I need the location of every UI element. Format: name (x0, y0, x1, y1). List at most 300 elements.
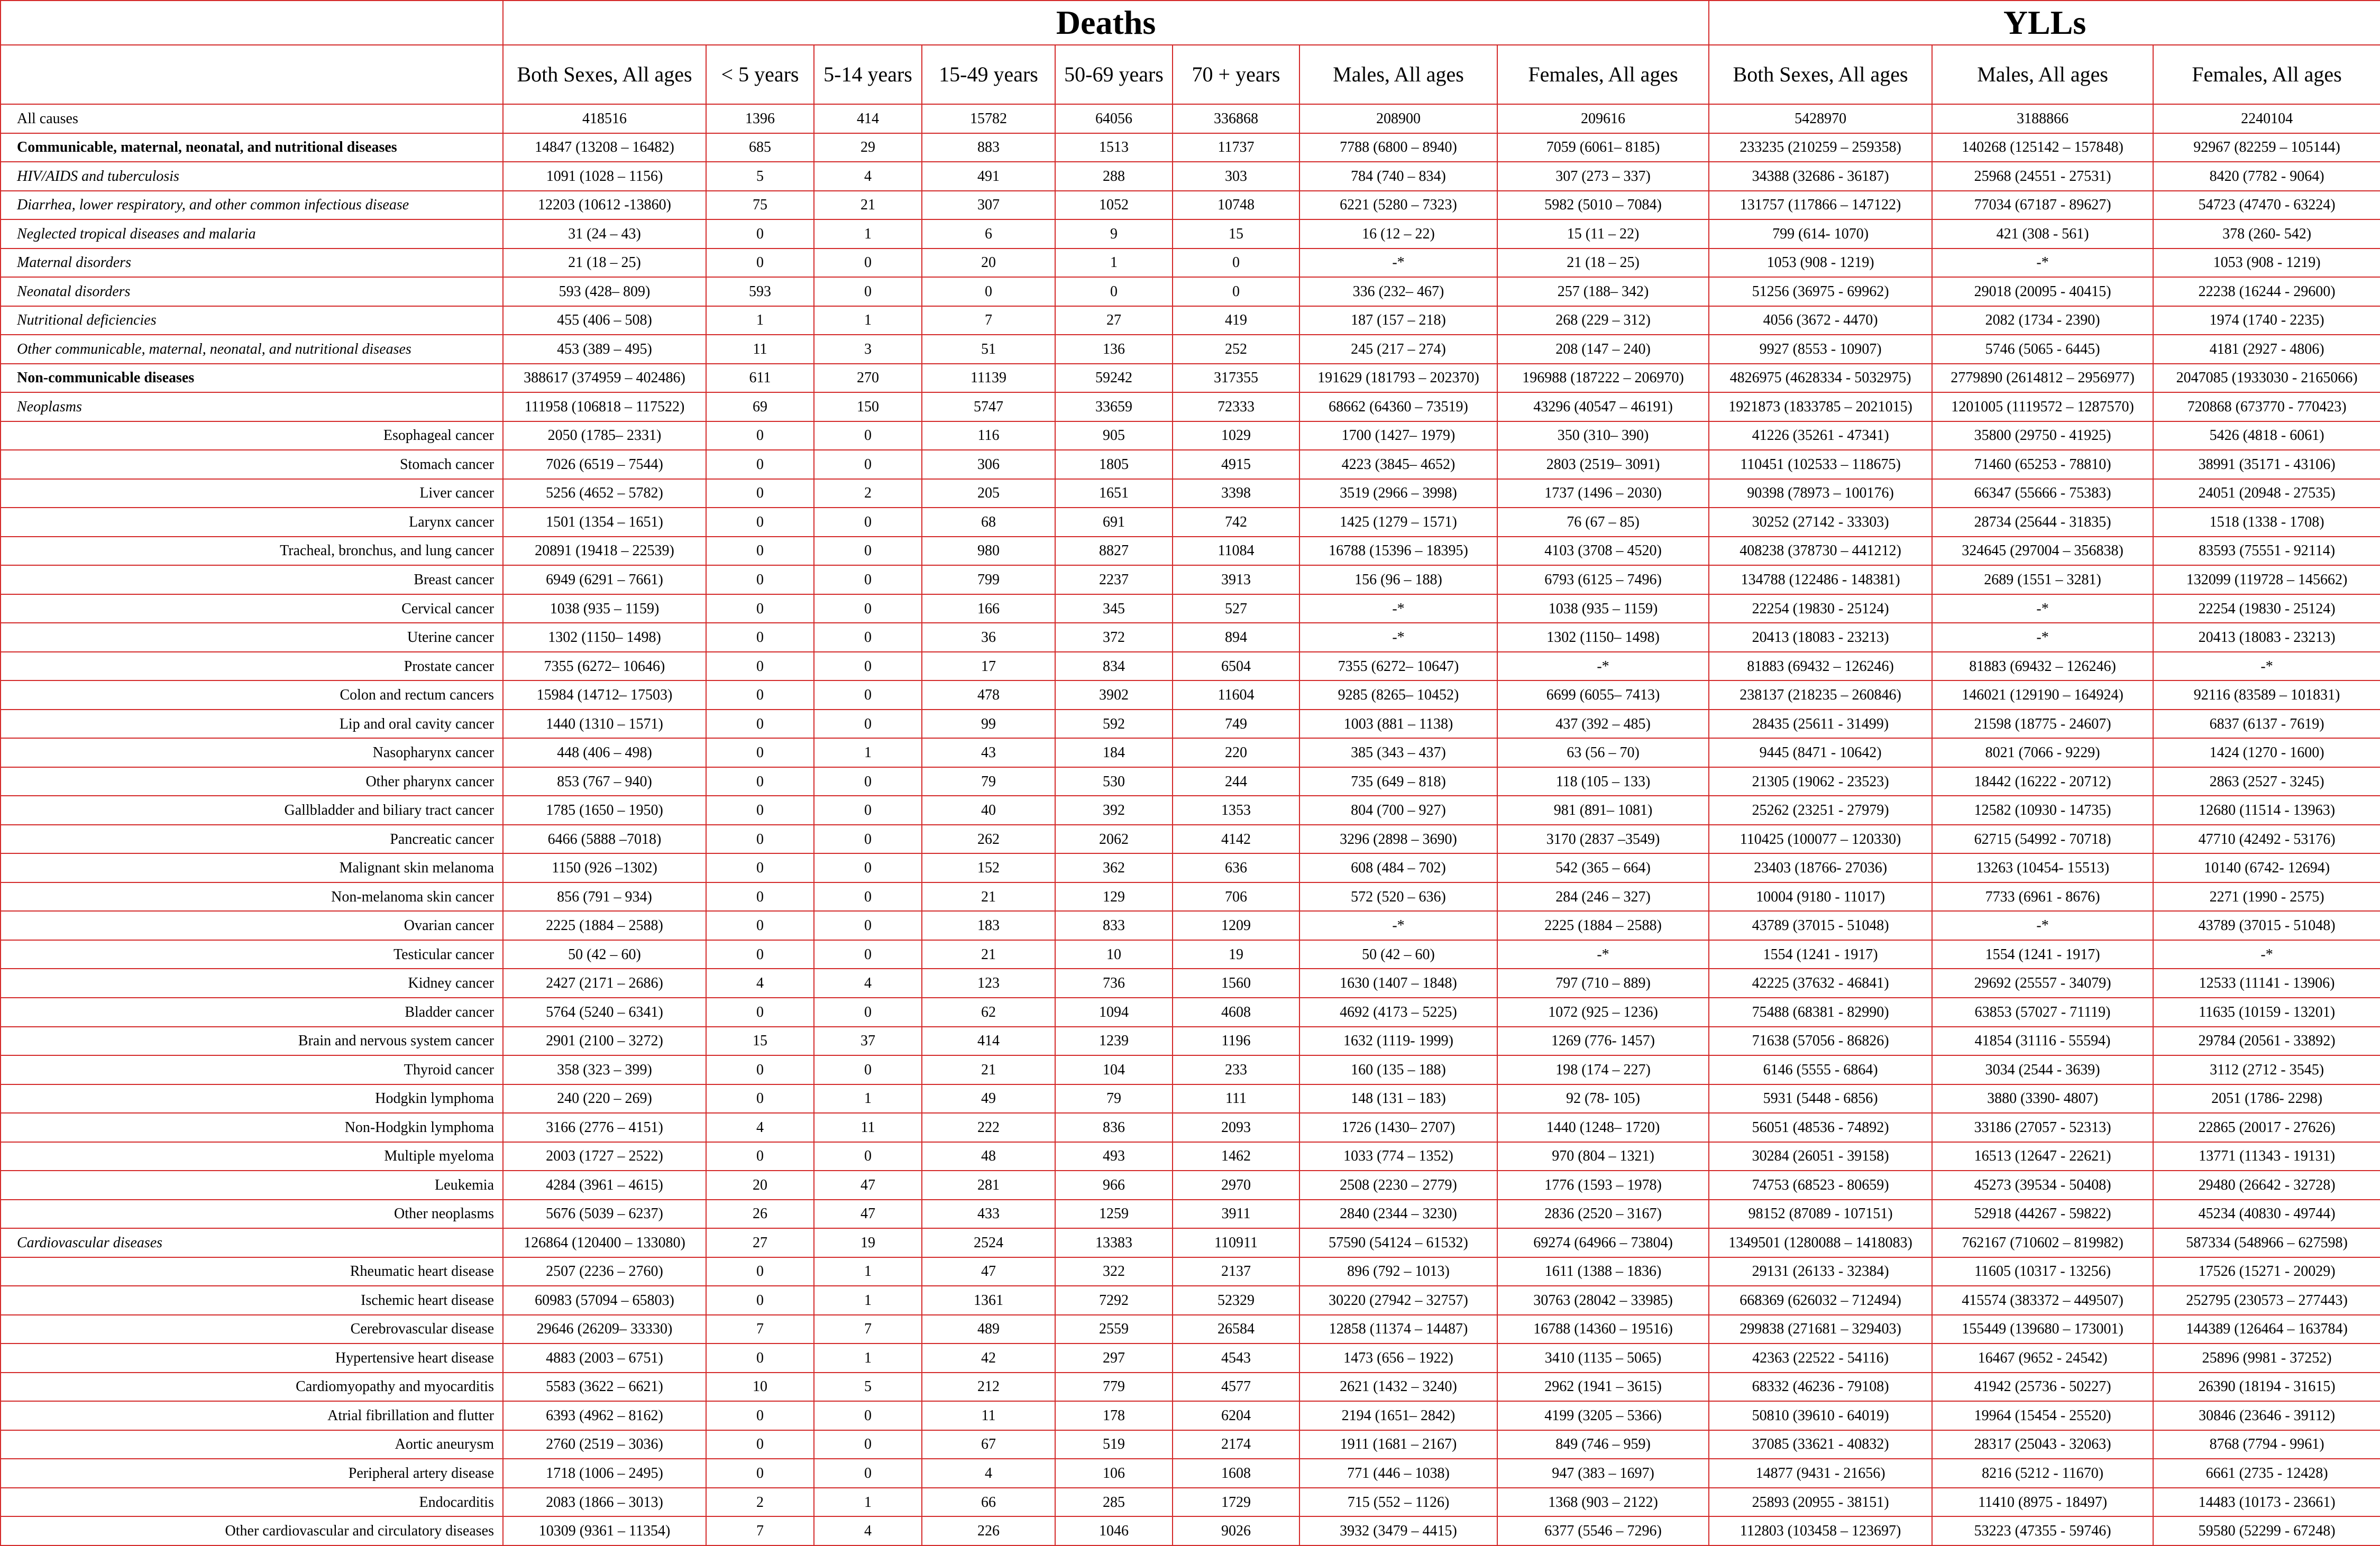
table-cell: 90398 (78973 – 100176) (1709, 479, 1932, 508)
table-row (1, 1113, 2380, 1142)
table-cell: 762167 (710602 – 819982) (1932, 1228, 2153, 1257)
table-cell: 2050 (1785– 2331) (503, 421, 706, 450)
cause-name: Colon and rectum cancers (1, 680, 503, 710)
table-cell: 1259 (1055, 1200, 1173, 1229)
table-cell: 3034 (2544 - 3639) (1932, 1055, 2153, 1084)
column-header-row (1, 45, 2380, 104)
table-row (1, 1516, 2380, 1545)
table-cell: 22865 (20017 - 27626) (2153, 1113, 2380, 1142)
table-cell: 7788 (6800 – 8940) (1299, 133, 1497, 162)
table-cell: 3902 (1055, 680, 1173, 710)
table-cell: 2240104 (2153, 104, 2380, 133)
table-cell: 20891 (19418 – 22539) (503, 537, 706, 566)
table-cell: 19964 (15454 - 25520) (1932, 1401, 2153, 1430)
column-header: Both Sexes, All ages (503, 45, 706, 104)
table-cell: 2836 (2520 – 3167) (1497, 1200, 1709, 1229)
table-row (1, 998, 2380, 1027)
table-cell: 4 (814, 1516, 922, 1545)
table-cell: 0 (706, 1459, 814, 1488)
table-cell: 252 (1173, 335, 1299, 364)
table-cell: 2225 (1884 – 2588) (503, 911, 706, 940)
table-cell: 152 (922, 853, 1055, 882)
table-cell: 9927 (8553 - 10907) (1709, 335, 1932, 364)
table-cell: 156 (96 – 188) (1299, 565, 1497, 594)
table-cell: 42 (922, 1343, 1055, 1373)
table-cell: 317355 (1173, 364, 1299, 393)
table-cell: 489 (922, 1315, 1055, 1344)
column-header: Females, All ages (2153, 45, 2380, 104)
table-cell: 183 (922, 911, 1055, 940)
table-cell: 92967 (82259 – 105144) (2153, 133, 2380, 162)
table-cell: 71638 (57056 - 86826) (1709, 1027, 1932, 1056)
table-cell: 268 (229 – 312) (1497, 306, 1709, 335)
table-cell: 14483 (10173 - 23661) (2153, 1488, 2380, 1517)
cause-name: Cardiovascular diseases (1, 1228, 503, 1257)
table-cell: 2003 (1727 – 2522) (503, 1142, 706, 1171)
cause-name: Prostate cancer (1, 652, 503, 681)
table-row (1, 652, 2380, 681)
table-row (1, 853, 2380, 882)
table-cell: 804 (700 – 927) (1299, 796, 1497, 825)
table-cell: 6661 (2735 - 12428) (2153, 1459, 2380, 1488)
table-cell: 12533 (11141 - 13906) (2153, 969, 2380, 998)
table-cell: 23403 (18766- 27036) (1709, 853, 1932, 882)
table-cell: 1632 (1119- 1999) (1299, 1027, 1497, 1056)
cause-name: Breast cancer (1, 565, 503, 594)
table-cell: 1560 (1173, 969, 1299, 998)
table-row (1, 479, 2380, 508)
table-cell: 742 (1173, 508, 1299, 537)
table-cell: 2427 (2171 – 2686) (503, 969, 706, 998)
table-cell: 0 (814, 767, 922, 796)
cause-name: Tracheal, bronchus, and lung cancer (1, 537, 503, 566)
title-row (1, 1, 2380, 45)
table-row (1, 421, 2380, 450)
table-cell: 0 (706, 594, 814, 623)
table-cell: 8827 (1055, 537, 1173, 566)
table-cell: 63853 (57027 - 71119) (1932, 998, 2153, 1027)
table-cell: 1424 (1270 - 1600) (2153, 738, 2380, 767)
table-cell: 257 (188– 342) (1497, 277, 1709, 306)
table-cell: 418516 (503, 104, 706, 133)
table-cell: 288 (1055, 162, 1173, 191)
table-cell: 76 (67 – 85) (1497, 508, 1709, 537)
table-cell: 1052 (1055, 191, 1173, 220)
table-cell: 0 (814, 1055, 922, 1084)
table-cell: 16788 (14360 – 19516) (1497, 1315, 1709, 1344)
table-cell: 51 (922, 335, 1055, 364)
table-cell: 26 (706, 1200, 814, 1229)
table-cell: 336868 (1173, 104, 1299, 133)
table-cell: 4103 (3708 – 4520) (1497, 537, 1709, 566)
table-cell: 856 (791 – 934) (503, 882, 706, 912)
table-cell: 2093 (1173, 1113, 1299, 1142)
table-cell: 47710 (42492 - 53176) (2153, 825, 2380, 854)
table-cell: 62 (922, 998, 1055, 1027)
table-cell: 37 (814, 1027, 922, 1056)
table-cell: 1302 (1150– 1498) (503, 623, 706, 652)
table-cell: 2082 (1734 - 2390) (1932, 306, 2153, 335)
table-cell: 1462 (1173, 1142, 1299, 1171)
table-cell: 0 (706, 652, 814, 681)
table-cell: 1239 (1055, 1027, 1173, 1056)
table-cell: 111 (1173, 1084, 1299, 1114)
table-cell: 92 (78- 105) (1497, 1084, 1709, 1114)
table-row (1, 537, 2380, 566)
table-cell: 0 (814, 594, 922, 623)
table-cell: 1 (814, 219, 922, 249)
table-cell: 81883 (69432 – 126246) (1709, 652, 1932, 681)
table-cell: 1554 (1241 - 1917) (1709, 940, 1932, 969)
table-cell: 5982 (5010 – 7084) (1497, 191, 1709, 220)
table-cell: 26390 (18194 - 31615) (2153, 1373, 2380, 1402)
table-cell: 322 (1055, 1257, 1173, 1286)
table-cell: 21 (18 – 25) (503, 249, 706, 278)
table-cell: 2137 (1173, 1257, 1299, 1286)
table-cell: 71460 (65253 - 78810) (1932, 450, 2153, 479)
table-cell: 47 (922, 1257, 1055, 1286)
cause-name: Esophageal cancer (1, 421, 503, 450)
table-cell: 132099 (119728 – 145662) (2153, 565, 2380, 594)
table-cell: 1091 (1028 – 1156) (503, 162, 706, 191)
table-cell: 0 (706, 998, 814, 1027)
table-cell: 1053 (908 - 1219) (1709, 249, 1932, 278)
table-cell: 11410 (8975 - 18497) (1932, 1488, 2153, 1517)
table-cell: 68662 (64360 – 73519) (1299, 392, 1497, 421)
table-cell: 5428970 (1709, 104, 1932, 133)
table-cell: 587334 (548966 – 627598) (2153, 1228, 2380, 1257)
table-row (1, 1257, 2380, 1286)
table-cell: 10 (1055, 940, 1173, 969)
table-cell: 6377 (5546 – 7296) (1497, 1516, 1709, 1545)
table-cell: 478 (922, 680, 1055, 710)
table-cell: 0 (814, 1401, 922, 1430)
table-cell: 0 (814, 882, 922, 912)
table-cell: 385 (343 – 437) (1299, 738, 1497, 767)
table-cell: 1196 (1173, 1027, 1299, 1056)
table-row (1, 1373, 2380, 1402)
table-row (1, 940, 2380, 969)
table-cell: 1805 (1055, 450, 1173, 479)
table-cell: 2970 (1173, 1171, 1299, 1200)
table-cell: 43296 (40547 – 46191) (1497, 392, 1709, 421)
cause-name: Cardiomyopathy and myocarditis (1, 1373, 503, 1402)
table-cell: 0 (706, 767, 814, 796)
table-cell: 25893 (20955 - 38151) (1709, 1488, 1932, 1517)
table-cell: 25968 (24551 - 27531) (1932, 162, 2153, 191)
table-cell: 3398 (1173, 479, 1299, 508)
table-cell: 0 (814, 508, 922, 537)
table-cell: 160 (135 – 188) (1299, 1055, 1497, 1084)
table-cell: 2507 (2236 – 2760) (503, 1257, 706, 1286)
table-row (1, 1228, 2380, 1257)
table-cell: 233235 (210259 – 259358) (1709, 133, 1932, 162)
table-row (1, 1171, 2380, 1200)
table-cell: 799 (614- 1070) (1709, 219, 1932, 249)
table-cell: 611 (706, 364, 814, 393)
table-cell: 0 (706, 249, 814, 278)
table-cell: 1 (814, 306, 922, 335)
table-cell: 2 (814, 479, 922, 508)
cause-column-header (1, 45, 503, 104)
table-cell: 685 (706, 133, 814, 162)
table-cell: 4181 (2927 - 4806) (2153, 335, 2380, 364)
table-cell: 136 (1055, 335, 1173, 364)
table-cell: 4284 (3961 – 4615) (503, 1171, 706, 1200)
table-cell: 1150 (926 –1302) (503, 853, 706, 882)
table-cell: 42363 (22522 - 54116) (1709, 1343, 1932, 1373)
table-row (1, 335, 2380, 364)
cause-name: Larynx cancer (1, 508, 503, 537)
table-cell: 252795 (230573 – 277443) (2153, 1286, 2380, 1315)
table-cell: 0 (814, 710, 922, 739)
table-cell: 894 (1173, 623, 1299, 652)
table-cell: 146021 (129190 – 164924) (1932, 680, 2153, 710)
table-cell: 110451 (102533 – 118675) (1709, 450, 1932, 479)
table-cell: 593 (706, 277, 814, 306)
table-cell: 2083 (1866 – 3013) (503, 1488, 706, 1517)
table-cell: 2194 (1651– 2842) (1299, 1401, 1497, 1430)
table-cell: 240 (220 – 269) (503, 1084, 706, 1114)
table-cell: 126864 (120400 – 133080) (503, 1228, 706, 1257)
table-row (1, 565, 2380, 594)
table-row (1, 1142, 2380, 1171)
cause-name: Testicular cancer (1, 940, 503, 969)
table-cell: 771 (446 – 1038) (1299, 1459, 1497, 1488)
table-row (1, 710, 2380, 739)
table-cell: 4826975 (4628334 - 5032975) (1709, 364, 1932, 393)
table-cell: 106 (1055, 1459, 1173, 1488)
table-cell: 1608 (1173, 1459, 1299, 1488)
table-cell: 17526 (15271 - 20029) (2153, 1257, 2380, 1286)
table-cell: 2271 (1990 - 2575) (2153, 882, 2380, 912)
table-cell: 0 (706, 421, 814, 450)
table-cell: 64056 (1055, 104, 1173, 133)
table-cell: 6146 (5555 - 6864) (1709, 1055, 1932, 1084)
table-cell: 1921873 (1833785 – 2021015) (1709, 392, 1932, 421)
table-cell: 42225 (37632 - 46841) (1709, 969, 1932, 998)
table-cell: 33186 (27057 - 52313) (1932, 1113, 2153, 1142)
table-cell: 2508 (2230 – 2779) (1299, 1171, 1497, 1200)
table-cell: 668369 (626032 – 712494) (1709, 1286, 1932, 1315)
table-cell: 28734 (25644 - 31835) (1932, 508, 2153, 537)
table-cell: 1554 (1241 - 1917) (1932, 940, 2153, 969)
table-cell: 0 (814, 421, 922, 450)
table-cell: 0 (706, 882, 814, 912)
table-cell: 25262 (23251 - 27979) (1709, 796, 1932, 825)
table-cell: 706 (1173, 882, 1299, 912)
table-cell: 68332 (46236 - 79108) (1709, 1373, 1932, 1402)
table-cell: 1473 (656 – 1922) (1299, 1343, 1497, 1373)
table-cell: 10309 (9361 – 11354) (503, 1516, 706, 1545)
table-cell: 16 (12 – 22) (1299, 219, 1497, 249)
table-cell: 4543 (1173, 1343, 1299, 1373)
table-row (1, 277, 2380, 306)
table-cell: 1368 (903 – 2122) (1497, 1488, 1709, 1517)
table-cell: 191629 (181793 – 202370) (1299, 364, 1497, 393)
table-cell: 6699 (6055– 7413) (1497, 680, 1709, 710)
table-cell: 9026 (1173, 1516, 1299, 1545)
table-cell: 27 (1055, 306, 1173, 335)
table-cell: 10748 (1173, 191, 1299, 220)
table-cell: 20413 (18083 - 23213) (1709, 623, 1932, 652)
table-cell: 59242 (1055, 364, 1173, 393)
table-cell: 12858 (11374 – 14487) (1299, 1315, 1497, 1344)
table-cell: 1611 (1388 – 1836) (1497, 1257, 1709, 1286)
table-cell: 51256 (36975 - 69962) (1709, 277, 1932, 306)
table-cell: 11737 (1173, 133, 1299, 162)
table-cell: 41854 (31116 - 55594) (1932, 1027, 2153, 1056)
table-cell: 27 (706, 1228, 814, 1257)
table-cell: 112803 (103458 – 123697) (1709, 1516, 1932, 1545)
table-cell: 1269 (776- 1457) (1497, 1027, 1709, 1056)
table-cell: 63 (56 – 70) (1497, 738, 1709, 767)
table-cell: 111958 (106818 – 117522) (503, 392, 706, 421)
table-cell: 155449 (139680 – 173001) (1932, 1315, 2153, 1344)
table-cell: 593 (428– 809) (503, 277, 706, 306)
table-cell: 1201005 (1119572 – 1287570) (1932, 392, 2153, 421)
cause-name: Neglected tropical diseases and malaria (1, 219, 503, 249)
table-cell: 7 (922, 306, 1055, 335)
table-cell: 448 (406 – 498) (503, 738, 706, 767)
table-cell: 270 (814, 364, 922, 393)
table-cell: 307 (922, 191, 1055, 220)
table-row (1, 1200, 2380, 1229)
table-cell: 1053 (908 - 1219) (2153, 249, 2380, 278)
table-cell: 0 (706, 623, 814, 652)
table-cell: 4915 (1173, 450, 1299, 479)
table-cell: 0 (706, 508, 814, 537)
table-cell: 0 (814, 1459, 922, 1488)
table-cell: 52918 (44267 - 59822) (1932, 1200, 2153, 1229)
table-cell: 1700 (1427– 1979) (1299, 421, 1497, 450)
table-cell: 140268 (125142 – 157848) (1932, 133, 2153, 162)
table-cell: 849 (746 – 959) (1497, 1430, 1709, 1459)
table-cell: 11604 (1173, 680, 1299, 710)
table-cell: 0 (814, 652, 922, 681)
table-cell: 2962 (1941 – 3615) (1497, 1373, 1709, 1402)
table-row (1, 249, 2380, 278)
table-cell: 2 (706, 1488, 814, 1517)
table-cell: 41226 (35261 - 47341) (1709, 421, 1932, 450)
table-cell: 4577 (1173, 1373, 1299, 1402)
table-cell: 0 (706, 219, 814, 249)
table-cell: 0 (706, 796, 814, 825)
table-row (1, 1488, 2380, 1517)
table-cell: 1033 (774 – 1352) (1299, 1142, 1497, 1171)
table-cell: 205 (922, 479, 1055, 508)
table-cell: 21598 (18775 - 24607) (1932, 710, 2153, 739)
table-cell: 30252 (27142 - 33303) (1709, 508, 1932, 537)
table-cell: 297 (1055, 1343, 1173, 1373)
table-cell: -* (1299, 911, 1497, 940)
table-cell: 542 (365 – 664) (1497, 853, 1709, 882)
table-cell: 970 (804 – 1321) (1497, 1142, 1709, 1171)
table-cell: 2863 (2527 - 3245) (2153, 767, 2380, 796)
table-row (1, 796, 2380, 825)
table-row (1, 594, 2380, 623)
table-cell: 11 (706, 335, 814, 364)
table-cell: 6504 (1173, 652, 1299, 681)
table-cell: 21 (922, 940, 1055, 969)
table-cell: 12680 (11514 - 13963) (2153, 796, 2380, 825)
table-cell: 720868 (673770 - 770423) (2153, 392, 2380, 421)
table-cell: 66347 (55666 - 75383) (1932, 479, 2153, 508)
table-cell: 4 (922, 1459, 1055, 1488)
table-cell: 2840 (2344 – 3230) (1299, 1200, 1497, 1229)
table-cell: 1 (814, 1257, 922, 1286)
table-cell: 43789 (37015 - 51048) (2153, 911, 2380, 940)
table-row (1, 306, 2380, 335)
deaths-title: Deaths (503, 1, 1709, 45)
table-cell: 118 (105 – 133) (1497, 767, 1709, 796)
table-row (1, 680, 2380, 710)
table-cell: 4 (706, 1113, 814, 1142)
corner-cell (1, 1, 503, 45)
table-cell: 22254 (19830 - 25124) (2153, 594, 2380, 623)
table-cell: 16788 (15396 – 18395) (1299, 537, 1497, 566)
table-cell: -* (1497, 940, 1709, 969)
column-header: 15-49 years (922, 45, 1055, 104)
table-cell: 7059 (6061– 8185) (1497, 133, 1709, 162)
table-row (1, 133, 2380, 162)
table-cell: 29646 (26209– 33330) (503, 1315, 706, 1344)
table-cell: 10 (706, 1373, 814, 1402)
column-header: Females, All ages (1497, 45, 1709, 104)
cause-name: Non-communicable diseases (1, 364, 503, 393)
table-cell: 797 (710 – 889) (1497, 969, 1709, 998)
cause-name: Ovarian cancer (1, 911, 503, 940)
table-row (1, 969, 2380, 998)
table-cell: 19 (814, 1228, 922, 1257)
table-cell: 208 (147 – 240) (1497, 335, 1709, 364)
table-cell: 92116 (83589 – 101831) (2153, 680, 2380, 710)
table-cell: 1729 (1173, 1488, 1299, 1517)
table-cell: 0 (814, 940, 922, 969)
table-cell: 6949 (6291 – 7661) (503, 565, 706, 594)
cause-name: Non-Hodgkin lymphoma (1, 1113, 503, 1142)
table-cell: 947 (383 – 1697) (1497, 1459, 1709, 1488)
table-cell: 33659 (1055, 392, 1173, 421)
cause-name: Stomach cancer (1, 450, 503, 479)
cause-name: Cervical cancer (1, 594, 503, 623)
table-cell: 21 (814, 191, 922, 220)
table-cell: 3880 (3390- 4807) (1932, 1084, 2153, 1114)
table-cell: 4608 (1173, 998, 1299, 1027)
table-row (1, 767, 2380, 796)
table-cell: 0 (706, 479, 814, 508)
table-cell: 1003 (881 – 1138) (1299, 710, 1497, 739)
table-cell: 110911 (1173, 1228, 1299, 1257)
table-row (1, 191, 2380, 220)
table-cell: -* (1299, 623, 1497, 652)
table-cell: 4 (706, 969, 814, 998)
table-cell: 0 (706, 1343, 814, 1373)
cause-name: Other neoplasms (1, 1200, 503, 1229)
table-cell: 99 (922, 710, 1055, 739)
table-cell: 1046 (1055, 1516, 1173, 1545)
table-cell: 21 (922, 882, 1055, 912)
table-cell: 736 (1055, 969, 1173, 998)
table-cell: 226 (922, 1516, 1055, 1545)
table-cell: 905 (1055, 421, 1173, 450)
table-cell: 1630 (1407 – 1848) (1299, 969, 1497, 998)
table-cell: 74753 (68523 - 80659) (1709, 1171, 1932, 1200)
table-cell: 6221 (5280 – 7323) (1299, 191, 1497, 220)
table-cell: -* (1299, 594, 1497, 623)
table-cell: 362 (1055, 853, 1173, 882)
table-cell: 4692 (4173 – 5225) (1299, 998, 1497, 1027)
